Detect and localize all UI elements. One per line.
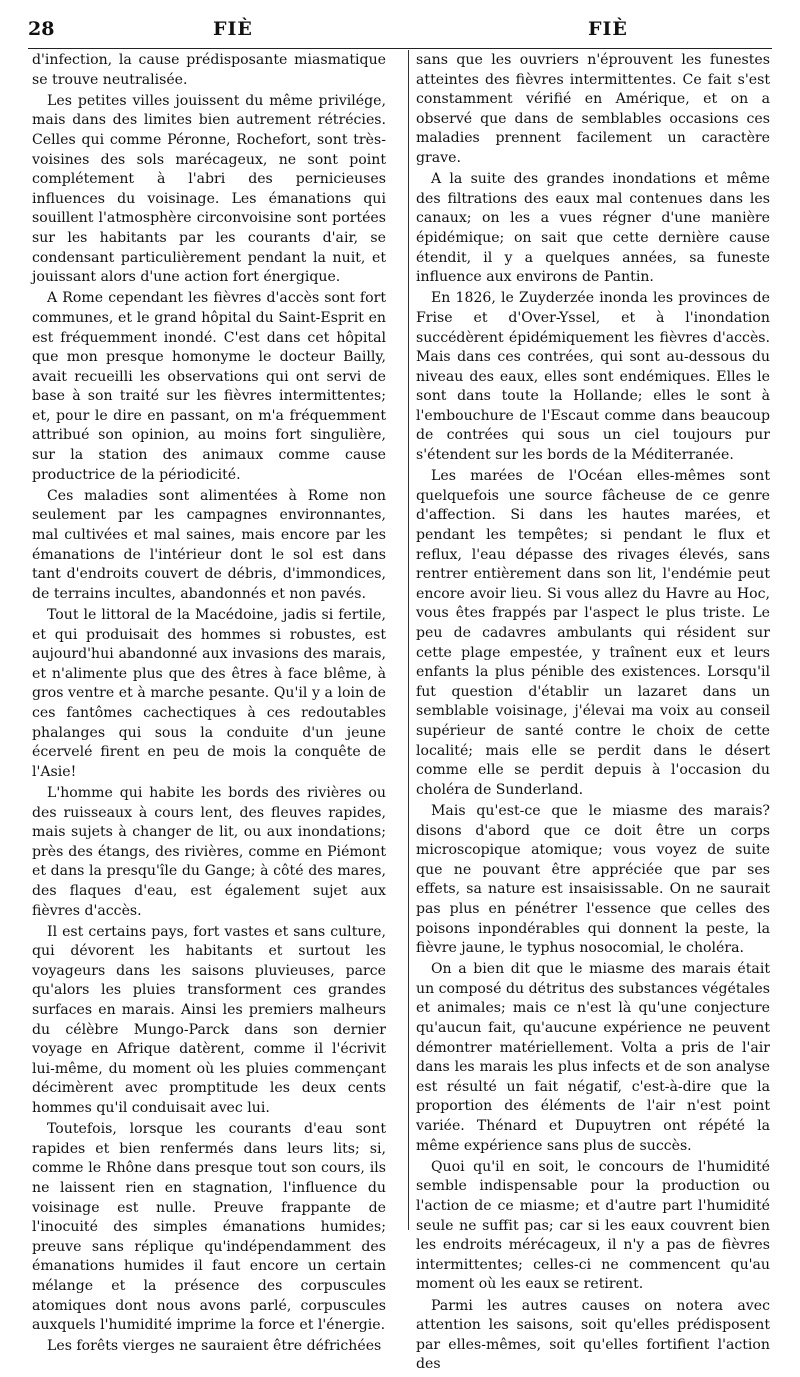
column-divider bbox=[408, 50, 409, 1230]
header-rule bbox=[28, 48, 772, 49]
left-column bbox=[32, 51, 386, 1359]
paragraph: On a bien dit que le miasme des marais était un composé du détritus des substances végétales et animales; mais ce n'est là qu'une conjecture qu'aucun fait, qu'aucune expérience ne peuvent démontrer matériellement. Volta a pris de l'air dans les marais les plus infects et de son analyse est résulté un fait négatif, c'est-à-dire que la proportion des éléments de l'air n'est point variée. Thénard et Dupuytren ont répété la même expérience sans plus de succès. bbox=[416, 961, 770, 1154]
right-column bbox=[416, 51, 770, 1377]
paragraph: A la suite des grandes inondations et même des filtrations des eaux mal contenues dans les canaux; on les a vues régner d'une manière épidémique; on sait que cette dernière cause étendit, il y a quelques années, sa funeste influence aux environs de Pantin. bbox=[416, 171, 770, 286]
paragraph: Ces maladies sont alimentées à Rome non seulement par les campagnes environnantes, mal cultivées et mal saines, mais encore par les émanations de l'intérieur dont le sol est dans tant d'endroits couvert de débris, d'immondices, de terrains incultes, abandonnés et non pavés. bbox=[32, 487, 386, 602]
paragraph: Il est certains pays, fort vastes et sans culture, qui dévorent les habitants et surtout les voyageurs dans les saisons pluvieuses, parce qu'alors les pluies transforment ces grandes surfaces en marais. Ainsi les premiers malheurs du célèbre Mungo-Parck dans son dernier voyage en Afrique datèrent, comme il l'écrivit lui-même, du moment où les pluies commençant décimèrent avec promptitude les deux cents hommes qu'il conduisait avec lui. bbox=[32, 923, 386, 1117]
running-head-left: FIÈ bbox=[213, 18, 253, 40]
paragraph: En 1826, le Zuyderzée inonda les provinces de Frise et d'Over-Yssel, et à l'inondation succédèrent épidémiquement les fièvres d'accès. Mais dans ces contrées, qui sont au-dessous du niveau des eaux, elles sont endémiques. Elles le sont dans toute la Hollande; elles le sont à l'embouchure de l'Escaut comme dans beaucoup de contrées qui sous un ciel toujours pur s'étendent sur les bords de la Méditerranée. bbox=[416, 290, 770, 464]
page-header bbox=[28, 18, 772, 44]
paragraph: L'homme qui habite les bords des rivières ou des ruisseaux à cours lent, des fleuves rapides, mais sujets à changer de lit, ou aux inondations; près des étangs, des rivières, comme en Piémont et dans la presqu'île du Gange; à côté des mares, des flaques d'eau, est également sujet aux fièvres d'accès. bbox=[32, 784, 386, 919]
paragraph: Les marées de l'Océan elles-mêmes sont quelquefois une source fâcheuse de ce genre d'affection. Si dans les hautes marées, et pendant les tempêtes; si pendant le flux et reflux, l'eau dépasse des rivages élevés, sans rentrer entièrement dans son lit, l'endémie peut encore avoir lieu. Si vous allez du Havre au Hoc, vous êtes frappés par l'aspect le plus triste. Le peu de cadavres ambulants qui résident sur cette plage empestée, y traînent eux et leurs enfants la plus pénible des existences. Lorsqu'il fut question d'établir un lazaret dans un semblable voisinage, j'élevai ma voix au conseil supérieur de santé contre le choix de cette localité; mais elle se perdit dans le désert comme elle se perdit depuis à l'occasion du choléra de Sunderland. bbox=[416, 468, 770, 798]
page-number: 28 bbox=[28, 18, 55, 40]
paragraph: d'infection, la cause prédisposante miasmatique se trouve neutralisée. bbox=[32, 52, 386, 88]
paragraph: Les petites villes jouissent du même privilége, mais dans des limites bien autrement rétrécies. Celles qui comme Péronne, Rochefort, sont très-voisines des sols marécageux, ne sont point complétement à l'abri des pernicieuses influences du voisinage. Les émanations qui souillent l'atmosphère circonvoisine sont portées sur les habitants par les courants d'air, se condensant particulièrement pendant la nuit, et jouissant alors d'une action fort énergique. bbox=[32, 92, 386, 286]
running-head-right: FIÈ bbox=[588, 18, 628, 40]
paragraph: A Rome cependant les fièvres d'accès sont fort communes, et le grand hôpital du Saint-Esprit en est fréquemment inondé. C'est dans cet hôpital que mon presque homonyme le docteur Bailly, avait recueilli les observations qui ont servi de base à son traité sur les fièvres intermittentes; et, pour le dire en passant, on m'a fréquemment attribué son opinion, au moins fort singulière, sur la station des animaux comme cause productrice de la périodicité. bbox=[32, 290, 386, 483]
paragraph: Les forêts vierges ne sauraient être défrichées bbox=[47, 1338, 382, 1355]
paragraph: Tout le littoral de la Macédoine, jadis si fertile, et qui produisait des hommes si robustes, est aujourd'hui abandonné aux invasions des marais, et n'alimente plus que des êtres à face blême, à gros ventre et à marche pesante. Qu'il y a loin de ces fantômes cachectiques à ces redoutables phalanges qui sous la conduite d'un jeune écervelé firent en peu de mois la conquête de l'Asie! bbox=[32, 607, 386, 780]
paragraph: sans que les ouvriers n'éprouvent les funestes atteintes des fièvres intermittentes. Ce fait s'est constamment vérifié en Amérique, et on a observé que dans de semblables occasions ces maladies prennent facilement un caractère grave. bbox=[416, 52, 770, 166]
paragraph: Parmi les autres causes on notera avec attention les saisons, soit qu'elles prédisposent par elles-mêmes, soit qu'elles fortifient l'action des bbox=[416, 1297, 770, 1373]
paragraph: Mais qu'est-ce que le miasme des marais? disons d'abord que ce doit être un corps microscopique atomique; vous voyez de suite que ne pouvant être appréciée que par ses effets, sa nature est insaisissable. On ne saurait pas plus en pénétrer l'essence que celles des poisons inpondérables qui donnent la peste, la fièvre jaune, le typhus nosocomial, le choléra. bbox=[416, 802, 770, 957]
paragraph: Quoi qu'il en soit, le concours de l'humidité semble indispensable pour la production ou l'action de ce miasme; et d'autre part l'humidité seule ne suffit pas; car si les eaux couvrent bien les endroits mérécageux, il n'y a pas de fièvres intermittentes; celles-ci ne commencent qu'au moment où les eaux se retirent. bbox=[416, 1158, 770, 1293]
paragraph: Toutefois, lorsque les courants d'eau sont rapides et bien renfermés dans leurs lits; si, comme le Rhône dans presque tout son cours, ils ne laissent rien en stagnation, l'influence du voisinage est nulle. Preuve frappante de l'inocuité des simples émanations humides; preuve sans réplique qu'indépendamment des émanations humides il faut encore un certain mélange et la présence des corpuscules atomiques dont nous avons parlé, corpuscules auxquels l'humidité imprime la force et l'énergie. bbox=[32, 1121, 386, 1334]
